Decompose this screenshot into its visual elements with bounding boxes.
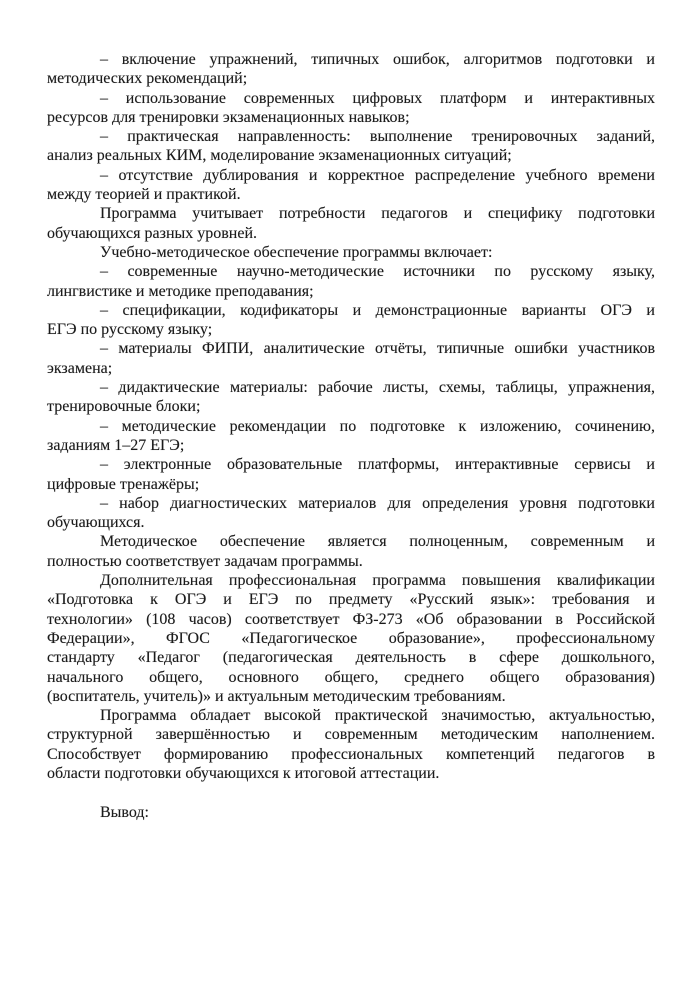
- paragraph: [47, 166, 655, 205]
- text-line: Федерации», ФГОС «Педагогическое образование», профессиональному: [47, 629, 655, 647]
- text-line: ресурсов для тренировки экзаменационных навыков;: [47, 108, 410, 126]
- text-line: начального общего, основного общего, среднего общего образования): [47, 668, 655, 686]
- text-line: цифровые тренажёры;: [47, 475, 200, 493]
- text-line: области подготовки обучающихся к итоговой аттестации.: [47, 764, 440, 782]
- text-line: структурной завершённостью и современным методическим наполнением.: [47, 726, 655, 744]
- text-line: между теорией и практикой.: [47, 186, 241, 204]
- text-line: Программа учитывает потребности педагогов и специфику подготовки: [100, 205, 655, 223]
- text-line: тренировочные блоки;: [47, 398, 201, 416]
- text-line: – спецификации, кодификаторы и демонстрационные варианты ОГЭ и: [100, 301, 655, 319]
- text-line: технологии» (108 часов) соответствует ФЗ-273 «Об образовании в Российской: [47, 610, 655, 628]
- paragraph: [47, 706, 655, 783]
- text-line: заданиям 1–27 ЕГЭ;: [47, 436, 185, 454]
- text-line: стандарту «Педагог (педагогическая деятельность в сфере дошкольного,: [47, 649, 655, 667]
- conclusion-label: Вывод:: [100, 803, 149, 821]
- paragraph: [47, 89, 655, 128]
- text-line: – материалы ФИПИ, аналитические отчёты, типичные ошибки участников: [100, 340, 655, 358]
- paragraph: [47, 417, 655, 456]
- paragraph: [47, 204, 655, 243]
- text-line: – методические рекомендации по подготовке к изложению, сочинению,: [100, 417, 655, 435]
- text-line: лингвистике и методике преподавания;: [47, 282, 314, 300]
- paragraph-list: [47, 50, 655, 783]
- text-line: Дополнительная профессиональная программа повышения квалификации: [100, 572, 655, 590]
- text-line: ЕГЭ по русскому языку;: [47, 321, 213, 339]
- text-line: Способствует формированию профессиональных компетенций педагогов в: [47, 745, 655, 763]
- text-line: Методическое обеспечение является полноценным, современным и: [100, 533, 655, 551]
- text-line: – набор диагностических материалов для определения уровня подготовки: [100, 494, 655, 512]
- paragraph: [47, 243, 655, 262]
- text-line: «Подготовка к ОГЭ и ЕГЭ по предмету «Русский язык»: требования и: [47, 591, 655, 609]
- paragraph: [47, 301, 655, 340]
- text-line: – практическая направленность: выполнение тренировочных заданий,: [100, 128, 655, 146]
- paragraph: [47, 532, 655, 571]
- paragraph: [47, 50, 655, 89]
- text-line: обучающихся.: [47, 514, 145, 532]
- paragraph: [47, 494, 655, 533]
- paragraph: [47, 571, 655, 706]
- paragraph: [47, 378, 655, 417]
- text-line: экзамена;: [47, 359, 113, 377]
- paragraph: [47, 339, 655, 378]
- text-line: полностью соответствует задачам программы.: [47, 552, 363, 570]
- text-line: – включение упражнений, типичных ошибок, алгоритмов подготовки и: [100, 51, 655, 68]
- text-line: – использование современных цифровых платформ и интерактивных: [100, 89, 655, 107]
- text-line: (воспитатель, учитель)» и актуальным методическим требованиям.: [47, 687, 506, 705]
- paragraph: [47, 262, 655, 301]
- text-line: анализ реальных КИМ, моделирование экзаменационных ситуаций;: [47, 147, 512, 165]
- text-line: – современные научно-методические источники по русскому языку,: [100, 263, 655, 281]
- paragraph: [47, 127, 655, 166]
- text-line: – отсутствие дублирования и корректное распределение учебного времени: [100, 166, 655, 184]
- text-line: Программа обладает высокой практической значимостью, актуальностью,: [100, 707, 655, 725]
- paragraph: [47, 455, 655, 494]
- document-text-block: [47, 50, 655, 822]
- text-line: методических рекомендаций;: [47, 70, 248, 88]
- text-line: Учебно-методическое обеспечение программы включает:: [100, 243, 493, 261]
- text-line: обучающихся разных уровней.: [47, 224, 258, 242]
- text-line: – электронные образовательные платформы, интерактивные сервисы и: [100, 456, 655, 474]
- text-line: – дидактические материалы: рабочие листы, схемы, таблицы, упражнения,: [100, 379, 655, 397]
